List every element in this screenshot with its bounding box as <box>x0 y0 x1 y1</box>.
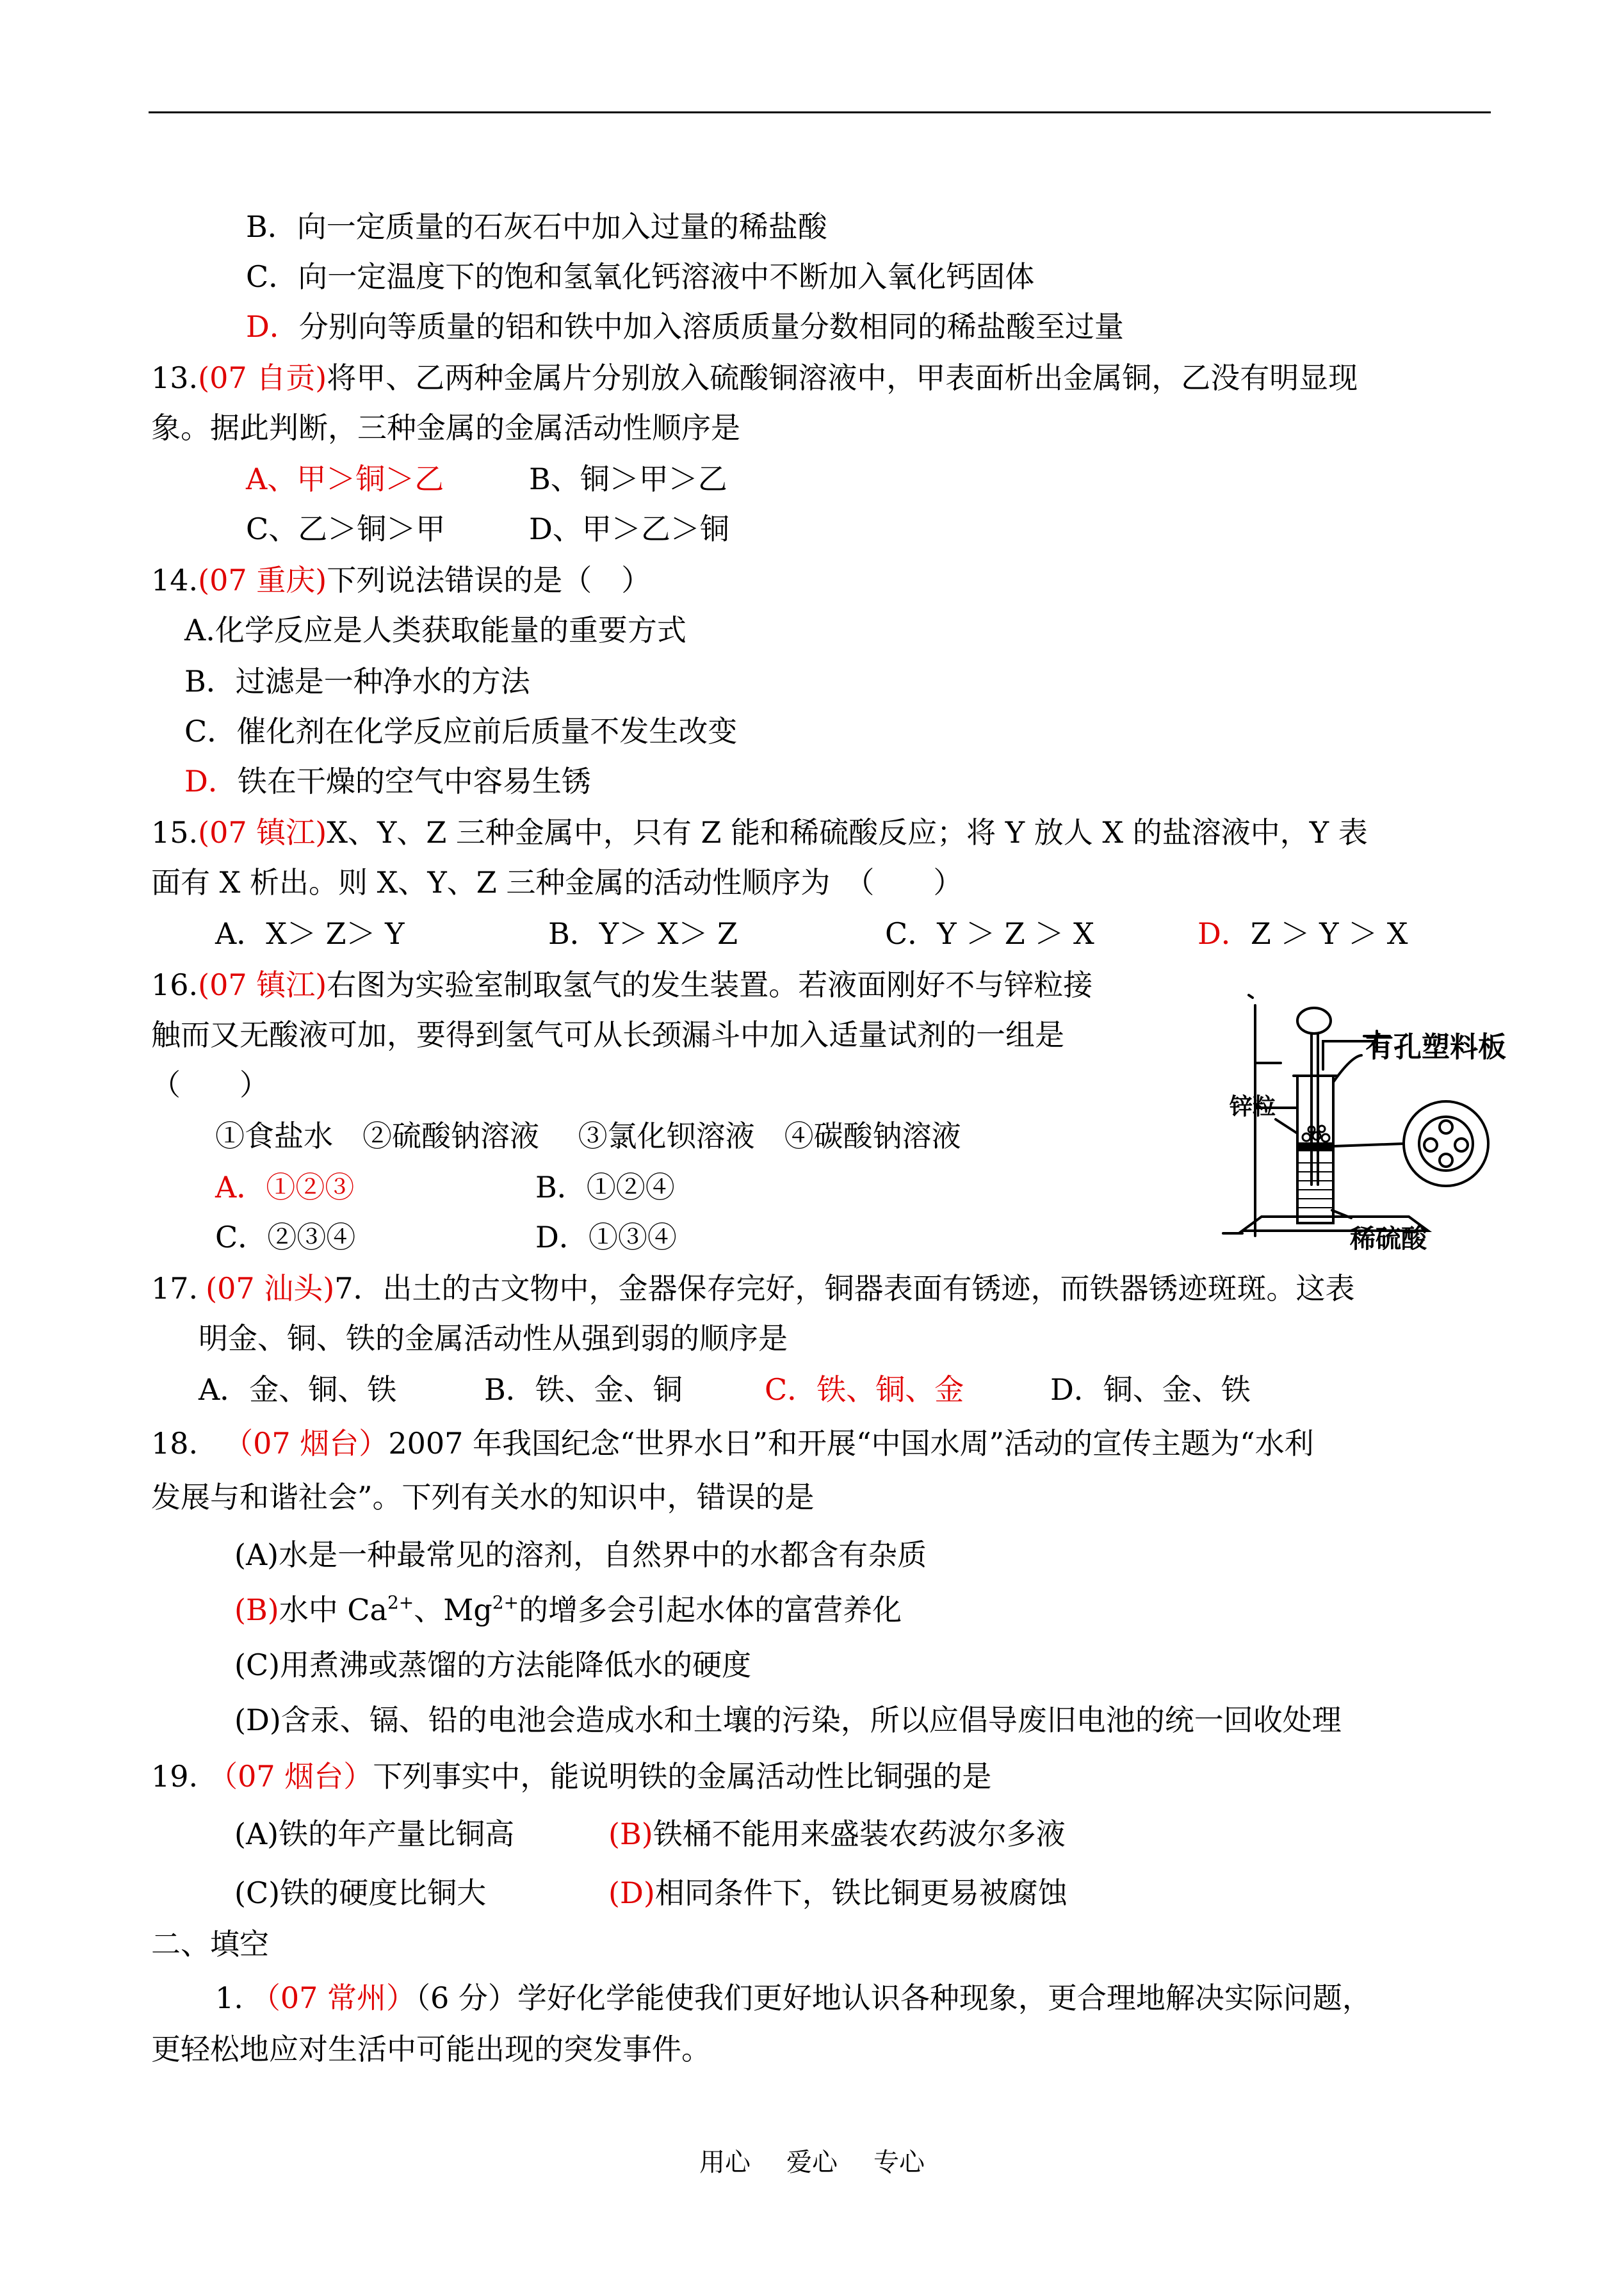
q13-stem-cont: 象。据此判断，三种金属的金属活动性顺序是 <box>151 410 740 445</box>
source-tag: （07 烟台） <box>223 1426 389 1461</box>
q16-items: ①食盐水 ②硫酸钠溶液 ③氯化钡溶液 ④碳酸钠溶液 <box>215 1119 961 1153</box>
section-title-fill-in: 二、填空 <box>151 1927 269 1961</box>
q16-stem-paren: （ ） <box>151 1067 269 1102</box>
page-footer: 用心 爱心 专心 <box>699 2148 925 2177</box>
q18-option-c: (C)用煮沸或蒸馏的方法能降低水的硬度 <box>234 1648 752 1682</box>
q17-option-a: A．金、铜、铁 <box>199 1372 397 1407</box>
answer-letter: D． <box>1198 916 1251 951</box>
q15-option-c: C．Y ＞ Z ＞ X <box>885 916 1094 951</box>
answer-letter: (D) <box>608 1876 655 1910</box>
q19-option-d: (D)相同条件下，铁比铜更易被腐蚀 <box>608 1876 1068 1910</box>
q13-option-c: C、乙＞铜＞甲 <box>246 512 446 546</box>
q14-option-a: A.化学反应是人类获取能量的重要方式 <box>184 613 686 647</box>
q16-option-a: A．①②③ <box>215 1170 355 1204</box>
q18-option-a: (A)水是一种最常见的溶剂，自然界中的水都含有杂质 <box>234 1537 927 1572</box>
figure-label-zinc: 锌粒 <box>1230 1094 1276 1119</box>
q18-option-d: (D)含汞、镉、铅的电池会造成水和土壤的污染，所以应倡导废旧电池的统一回收处理 <box>234 1703 1342 1737</box>
q15-stem-cont: 面有 X 析出。则 X、Y、Z 三种金属的活动性顺序为 （ ） <box>151 865 963 900</box>
answer-letter: D． <box>246 309 299 344</box>
header-rule <box>149 111 1491 113</box>
q15-option-b: B．Y＞ X＞ Z <box>548 916 738 951</box>
q18-option-b: (B)水中 $Ca^{2+}$、$Mg^{2+}$的增多会引起水体的富营养化 <box>234 1592 902 1627</box>
q14-option-b: B．过滤是一种净水的方法 <box>184 664 530 699</box>
answer-letter: D． <box>184 764 238 799</box>
fill1-stem-cont: 更轻松地应对生活中可能出现的突发事件。 <box>151 2032 711 2066</box>
answer-letter: (B) <box>234 1593 279 1627</box>
q19-option-a: (A)铁的年产量比铜高 <box>234 1817 515 1851</box>
q16-option-d: D．①③④ <box>535 1220 677 1254</box>
source-tag: (07 镇江) <box>198 968 327 1002</box>
q18-stem: 18. （07 烟台）2007 年我国纪念“世界水日”和开展“中国水周”活动的宣传主题为“水利 <box>151 1426 1314 1461</box>
q12-option-b: B．向一定质量的石灰石中加入过量的稀盐酸 <box>246 209 827 244</box>
q15-stem: 15.(07 镇江)X、Y、Z 三种金属中，只有 Z 能和稀硫酸反应；将 Y 放人 X 的盐溶液中，Y 表 <box>151 815 1368 850</box>
q16-stem: 16.(07 镇江)右图为实验室制取氢气的发生装置。若液面刚好不与锌粒接 <box>151 968 1093 1002</box>
q14-option-d: D．铁在干燥的空气中容易生锈 <box>184 764 591 799</box>
q14-option-c: C．催化剂在化学反应前后质量不发生改变 <box>184 714 738 749</box>
q13-stem: 13.(07 自贡)将甲、乙两种金属片分别放入硫酸铜溶液中，甲表面析出金属铜，乙没有明显现 <box>151 361 1358 395</box>
q17-option-b: B．铁、金、铜 <box>484 1372 683 1407</box>
q12-option-d: D．分别向等质量的铝和铁中加入溶质质量分数相同的稀盐酸至过量 <box>246 309 1124 344</box>
source-tag: (07 汕头) <box>206 1271 335 1306</box>
q19-stem: 19. （07 烟台）下列事实中，能说明铁的金属活动性比铜强的是 <box>151 1759 992 1794</box>
q14-stem: 14.(07 重庆)下列说法错误的是（ ） <box>151 563 651 597</box>
q19-option-c: (C)铁的硬度比铜大 <box>234 1876 487 1910</box>
answer-letter: (B) <box>608 1817 653 1851</box>
q13-option-a: A、甲＞铜＞乙 <box>246 462 444 496</box>
fill1-stem: 1. （07 常州）（6 分）学好化学能使我们更好地认识各种现象，更合理地解决实际问题， <box>215 1981 1372 2015</box>
q17-stem-cont: 明金、铜、铁的金属活动性从强到弱的顺序是 <box>199 1321 788 1356</box>
source-tag: (07 重庆) <box>198 563 327 597</box>
source-tag: （07 烟台） <box>208 1759 373 1794</box>
q16-stem-cont: 触而又无酸液可加，要得到氢气可从长颈漏斗中加入适量试剂的一组是 <box>151 1018 1064 1052</box>
source-tag: （07 常州） <box>250 1981 416 2015</box>
hydrogen-generator-figure <box>1217 980 1537 1261</box>
q18-stem-cont: 发展与和谐社会”。下列有关水的知识中，错误的是 <box>151 1480 815 1514</box>
source-tag: (07 镇江) <box>198 815 327 850</box>
q13-option-b: B、铜＞甲＞乙 <box>529 462 727 496</box>
q12-option-c: C．向一定温度下的饱和氢氧化钙溶液中不断加入氧化钙固体 <box>246 259 1035 294</box>
q19-option-b: (B)铁桶不能用来盛装农药波尔多液 <box>608 1817 1066 1851</box>
q16-option-c: C．②③④ <box>215 1220 356 1254</box>
q13-option-d: D、甲＞乙＞铜 <box>529 512 729 546</box>
q15-option-a: A．X＞ Z＞ Y <box>215 916 405 951</box>
q17-option-c: C．铁、铜、金 <box>765 1372 964 1407</box>
q16-option-b: B．①②④ <box>535 1170 675 1204</box>
q17-option-d: D．铜、金、铁 <box>1050 1372 1251 1407</box>
q15-option-d: D．Z ＞ Y ＞ X <box>1198 916 1408 951</box>
figure-label-acid: 稀硫酸 <box>1350 1224 1427 1253</box>
q17-stem: 17. (07 汕头)7．出土的古文物中，金器保存完好，铜器表面有锈迹，而铁器锈迹斑斑。这表 <box>151 1271 1355 1306</box>
figure-label-plate: 有孔塑料板 <box>1365 1032 1506 1063</box>
source-tag: (07 自贡) <box>198 361 327 395</box>
